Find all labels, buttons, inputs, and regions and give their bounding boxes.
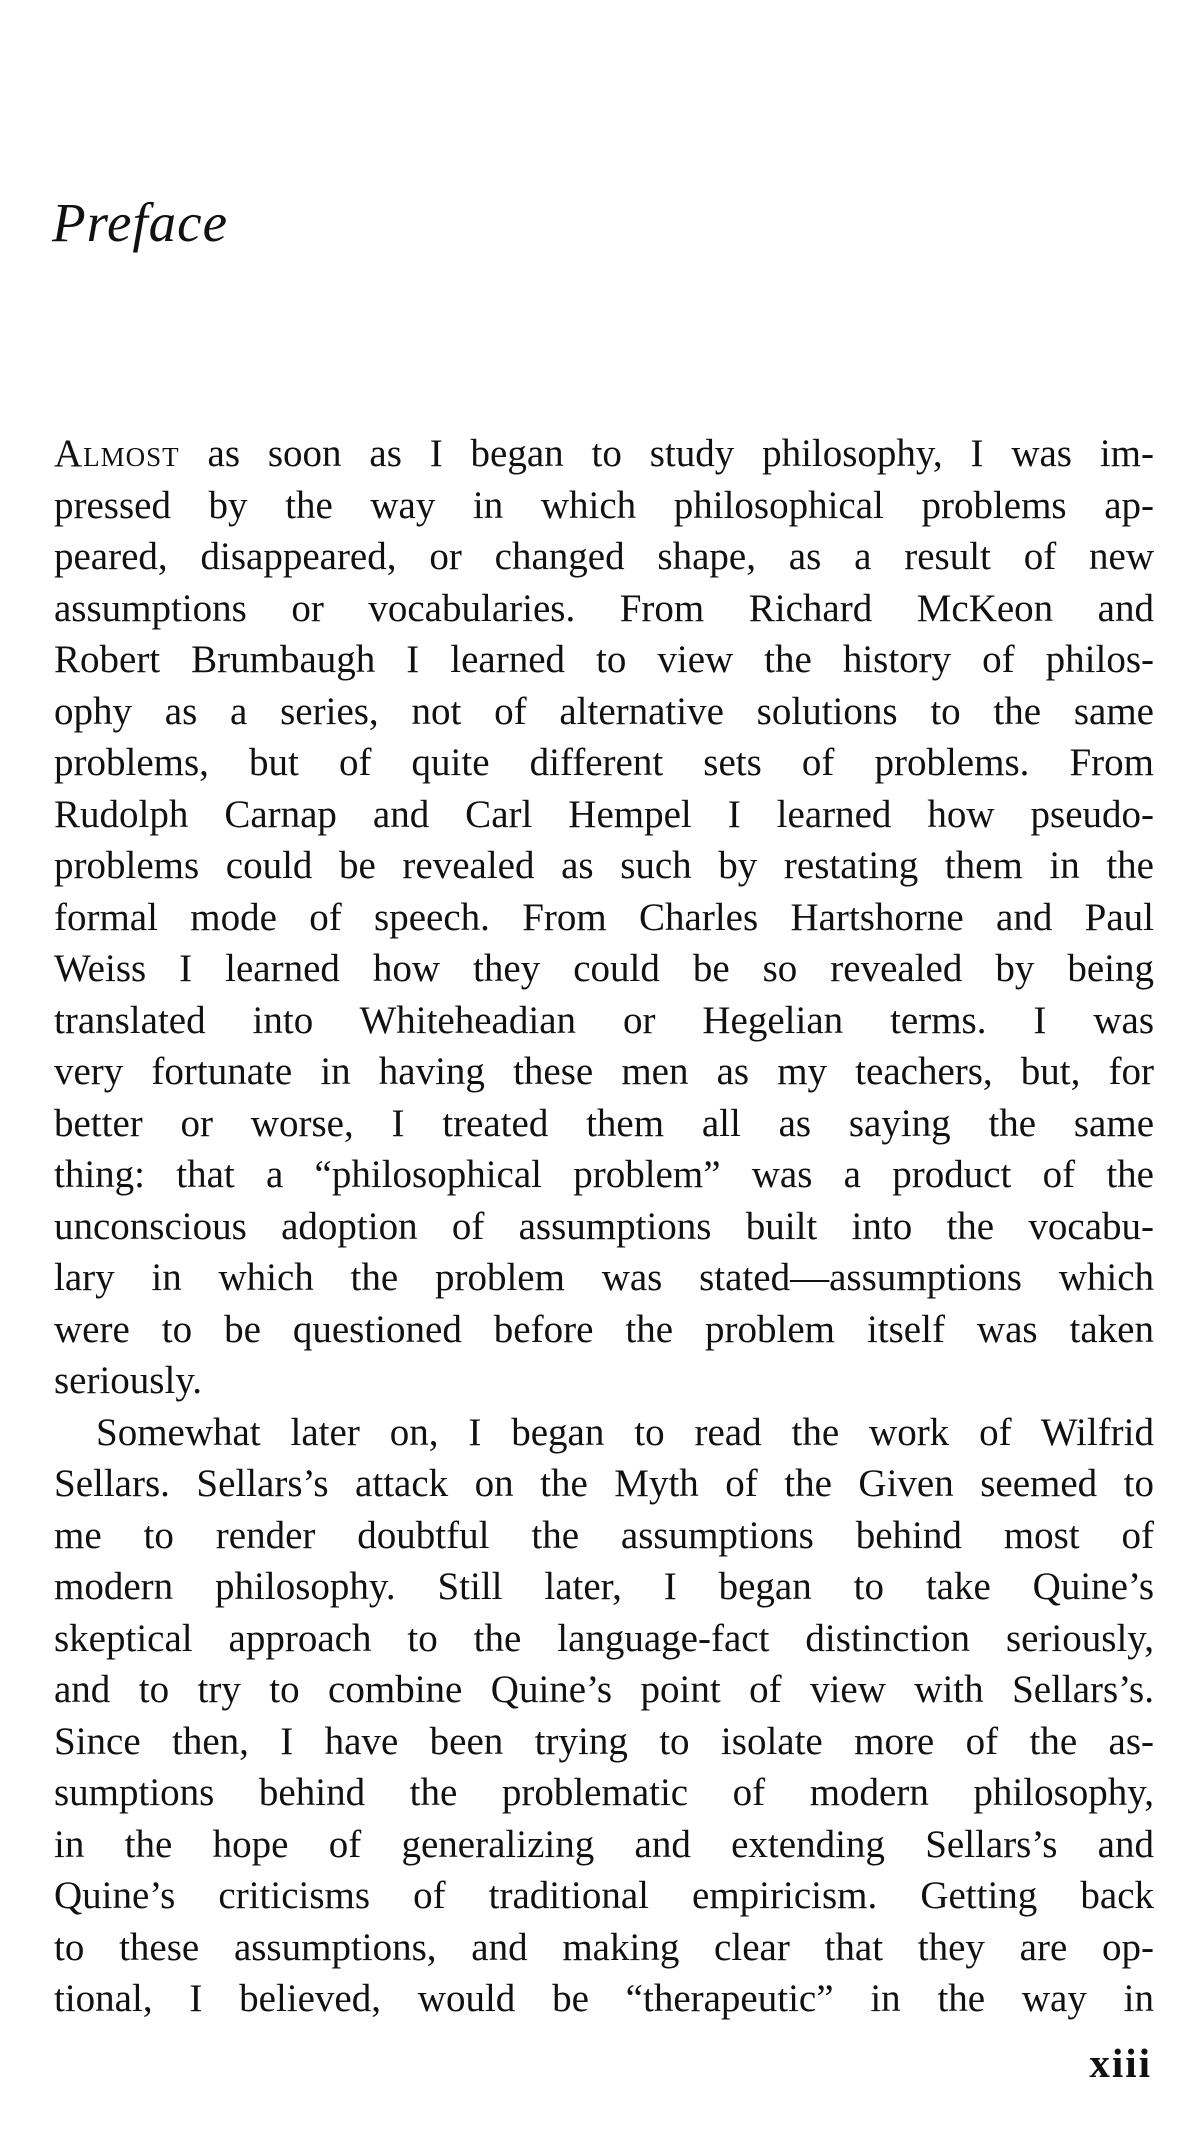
text-line: Sellars. Sellars’s attack on the Myth of the Given seemed to [54,1462,1154,1505]
text-line: lary in which the problem was stated—assumptions which [54,1256,1154,1299]
first-line-text: as soon as I began to study philosophy, I was im- [179,432,1154,475]
page-number: xiii [1089,2040,1152,2086]
text-line: better or worse, I treated them all as saying the same [54,1101,1154,1145]
text-line: skeptical approach to the language-fact distinction seriously, [54,1616,1154,1660]
text-line: Rudolph Carnap and Carl Hempel I learned how pseudo- [54,792,1154,836]
text-line: problems could be revealed as such by restating them in the [54,844,1154,887]
text-line: seriously. [54,1359,203,1402]
text-line: Weiss I learned how they could be so revealed by being [54,947,1154,990]
text-line: peared, disappeared, or changed shape, as a result of new [54,535,1154,578]
text-line: problems, but of quite different sets of problems. From [54,741,1154,784]
text-line: pressed by the way in which philosophical problems ap- [54,483,1154,527]
text-line: to these assumptions, and making clear that they are op- [54,1925,1154,1969]
text-line: me to render doubtful the assumptions behind most of [54,1513,1154,1557]
text-line: assumptions or vocabularies. From Richard McKeon and [54,586,1154,630]
text-line: Somewhat later on, I began to read the work of Wilfrid [96,1410,1154,1454]
text-line: ophy as a series, not of alternative solutions to the same [54,689,1154,733]
text-line: unconscious adoption of assumptions built into the vocabu- [54,1204,1154,1248]
text-line: Robert Brumbaugh I learned to view the history of philos- [54,638,1154,681]
text-line: Quine’s criticisms of traditional empiricism. Getting back [54,1874,1154,1917]
text-line: formal mode of speech. From Charles Hartshorne and Paul [54,895,1154,939]
text-line: sumptions behind the problematic of modern philosophy, [54,1771,1154,1814]
text-line: tional, I believed, would be “therapeutic” in the way in [54,1977,1154,2020]
text-line: Since then, I have been trying to isolate more of the as- [54,1719,1154,1763]
text-line: modern philosophy. Still later, I began to take Quine’s [54,1565,1154,1608]
text-line: thing: that a “philosophical problem” was a product of the [54,1153,1154,1196]
text-line: translated into Whiteheadian or Hegelian terms. I was [54,998,1154,1042]
text-line [54,428,1154,480]
text-line: very fortunate in having these men as my teachers, but, for [54,1050,1154,1093]
lead-word: Almost [54,432,180,475]
text-line: and to try to combine Quine’s point of view with Sellars’s. [54,1668,1154,1711]
page-title: Preface [52,192,228,253]
paragraph-1 [54,428,1154,1407]
text-line: were to be questioned before the problem itself was taken [54,1307,1154,1351]
text-line: in the hope of generalizing and extending Sellars’s and [54,1822,1154,1866]
paragraph-2 [54,1407,1154,2025]
